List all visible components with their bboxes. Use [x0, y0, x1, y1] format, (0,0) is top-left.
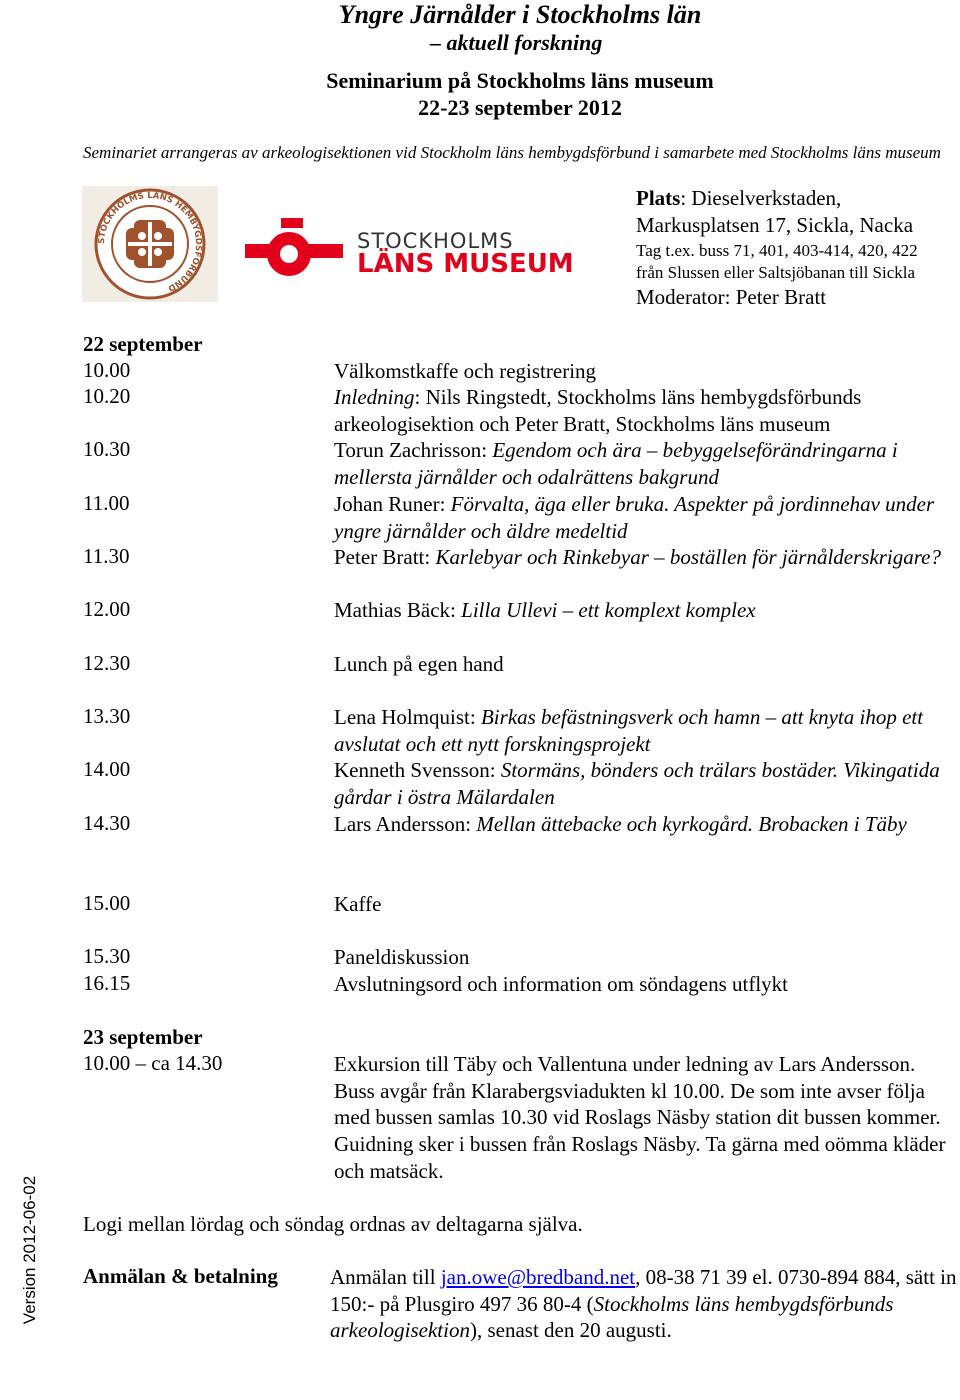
schedule-item — [334, 384, 959, 437]
schedule-time: 14.00 — [83, 757, 131, 781]
schedule-item — [334, 944, 959, 971]
schedule-speaker: Lunch på egen hand — [334, 652, 504, 676]
venue-address: Markusplatsen 17, Sickla, Nacka — [636, 213, 914, 237]
moderator: Moderator: Peter Bratt — [636, 285, 827, 309]
hembygdsforbund-seal-logo — [82, 186, 218, 302]
schedule-speaker: Avslutningsord och information om söndagens utflykt — [334, 972, 788, 996]
venue-transit-2: från Slussen eller Saltsjöbanan till Sickla — [636, 263, 916, 282]
lodging-note: Logi mellan lördag och söndag ordnas av deltagarna själva. — [83, 1212, 583, 1236]
schedule-title: : Nils Ringstedt, Stockholms läns hembygdsförbunds arkeologisektion och Peter Bratt, Stockholms läns museum — [334, 385, 862, 436]
schedule-time: 15.00 — [83, 891, 131, 915]
document-subtitle: – aktuell forskning — [430, 30, 603, 55]
day2-time: 10.00 – ca 14.30 — [83, 1051, 223, 1075]
schedule-time: 16.15 — [83, 971, 131, 995]
seminar-dates: 22-23 september 2012 — [418, 95, 622, 120]
schedule-item — [334, 651, 959, 678]
schedule-speaker: Lars Andersson: — [334, 812, 477, 836]
schedule-speaker: Lena Holmquist: — [334, 705, 481, 729]
schedule-speaker: Inledning — [334, 385, 415, 409]
schedule-time: 14.30 — [83, 811, 131, 835]
schedule-title: Förvalta, äga eller bruka. Aspekter på jordinnehav under yngre järnålder och äldre medeltid — [334, 492, 935, 543]
schedule-speaker: Paneldiskussion — [334, 945, 470, 969]
day2-heading: 23 september — [83, 1025, 203, 1049]
schedule-title: Lilla Ullevi – ett komplext komplex — [461, 598, 756, 622]
registration-label: Anmälan & betalning — [83, 1264, 278, 1288]
schedule-time: 10.20 — [83, 384, 131, 408]
schedule-speaker: Kaffe — [334, 892, 382, 916]
schedule-speaker: Kenneth Svensson: — [334, 758, 501, 782]
schedule-item — [334, 891, 959, 918]
schedule-speaker: Välkomstkaffe och registrering — [334, 359, 597, 383]
venue-transit-1: Tag t.ex. buss 71, 401, 403-414, 420, 422 — [636, 241, 918, 260]
registration-email-link[interactable]: jan.owe@bredband.net — [440, 1265, 636, 1289]
schedule-time: 10.00 — [83, 358, 131, 382]
registration-text: Anmälan till jan.owe@bredband.net, 08-38 71 39 el. 0730-894 884, sätt in 150:- på Plusgiro 497 36 80-4 (Stockholms läns hembygdsförbunds arkeologisektion), senast den 20 augusti. — [330, 1265, 957, 1343]
schedule-item — [334, 971, 959, 998]
schedule-time: 11.30 — [83, 544, 130, 568]
schedule-speaker: Johan Runer: — [334, 492, 451, 516]
version-label: Version 2012-06-02 — [20, 1175, 39, 1325]
schedule-time: 10.30 — [83, 437, 131, 461]
schedule-speaker: Peter Bratt: — [334, 545, 436, 569]
schedule-title: Birkas befästningsverk och hamn – att knyta ihop ett avslutat och ett nytt forskningsprojekt — [334, 705, 924, 756]
schedule-item — [334, 811, 959, 838]
seminar-heading: Seminarium på Stockholms läns museum — [326, 68, 714, 93]
schedule-title: Karlebyar och Rinkebyar – boställen för järnålderskrigare? — [435, 545, 941, 569]
schedule-item — [334, 491, 959, 544]
svg-text:LÄNS MUSEUM: LÄNS MUSEUM — [357, 249, 574, 278]
schedule-time: 13.30 — [83, 704, 131, 728]
svg-text:STOCKHOLMS: STOCKHOLMS — [357, 229, 514, 253]
svg-text:STOCKHOLMS LÄNS HEMBYGDSFÖRBUN: STOCKHOLMS LÄNS HEMBYGDSFÖRBUND — [96, 190, 204, 293]
day1-heading: 22 september — [83, 332, 203, 356]
schedule-item — [334, 597, 959, 624]
day2-excursion-text: Exkursion till Täby och Vallentuna under ledning av Lars Andersson. Buss avgår från Klarabergsviadukten kl 10.00. De som inte avser följa med bussen samlas 10.30 vid Roslags Näsby station dit bussen kommer. Guidning sker i bussen från Roslags Näsby. Ta gärna med oömma kläder och matsäck. — [334, 1052, 946, 1183]
schedule-item — [334, 757, 959, 810]
schedule-speaker: Mathias Bäck: — [334, 598, 462, 622]
schedule-item — [334, 544, 959, 571]
schedule-speaker: Torun Zachrisson: — [334, 438, 493, 462]
schedule-title: Stormäns, bönders och trälars bostäder. Vikingatida gårdar i östra Mälardalen — [334, 758, 940, 809]
schedule-time: 15.30 — [83, 944, 131, 968]
schedule-time: 12.00 — [83, 597, 131, 621]
schedule-item — [334, 358, 959, 385]
document-title: Yngre Järnålder i Stockholms län — [338, 0, 702, 29]
schedule-time: 11.00 — [83, 491, 130, 515]
schedule-title: Egendom och ära – bebyggelseförändringarna i mellersta järnålder och odalrättens bakgrund — [334, 438, 898, 489]
schedule-item — [334, 704, 959, 757]
schedule-item — [334, 437, 959, 490]
schedule-time: 12.30 — [83, 651, 131, 675]
schedule-title: Mellan ättebacke och kyrkogård. Brobacken i Täby — [476, 812, 907, 836]
intro-text: Seminariet arrangeras av arkeologisektionen vid Stockholm läns hembygdsförbund i samarbete med Stockholms läns museum — [83, 143, 941, 162]
venue-place: Plats: Dieselverkstaden, — [636, 186, 842, 210]
lans-museum-logo — [245, 218, 610, 278]
